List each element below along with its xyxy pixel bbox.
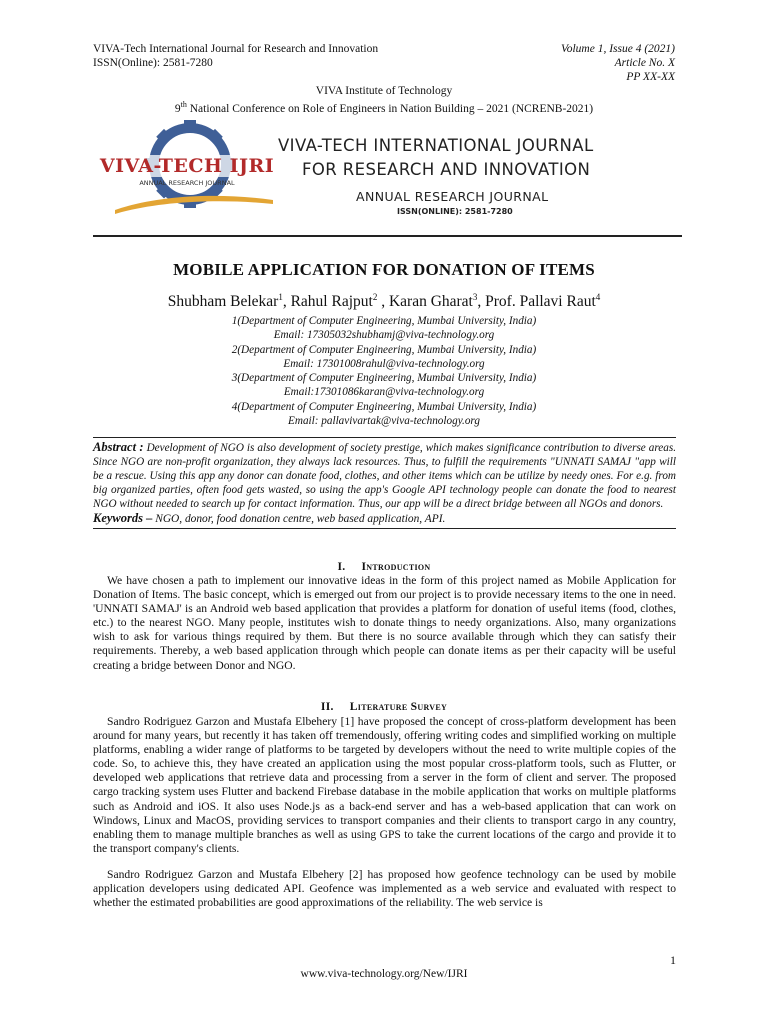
paragraph: We have chosen a path to implement our innovative ideas in the form of this project named as Mobile Application for Donation of Items. The basic concept, which is emerged out from our project is to provide necessary items to the one in need. 'UNNATI SAMAJ' is an Android web based application that provides a platform for donation of useful items (food, clothes, etc.) to the nearest NGO. Many people, institutes wish to donate things to needy organizations. Also, many organizations wish to ask for various things required by them. But there is no source available through which they can satisfy their requirements. Thereby, a web based application through which people can donate items as per their capacity will be useful creating a bridge between Donor and NGO. xyxy=(93,574,676,672)
conference-name: National Conference on Role of Engineers in Nation Building – 2021 (NCRENB-2021) xyxy=(186,102,594,115)
literature-survey-body xyxy=(93,715,676,910)
keywords-label: Keywords – xyxy=(93,511,153,526)
author-sup: 3 xyxy=(472,292,478,302)
banner-issn: ISSN(ONLINE): 2581-7280 xyxy=(397,207,513,216)
affiliation-email: Email: 17305032shubhamj@viva-technology.org xyxy=(273,329,495,342)
author-name: Rahul Rajput xyxy=(290,293,373,311)
affiliations xyxy=(0,314,768,428)
affiliation-line: 2(Department of Computer Engineering, Mumbai University, India) xyxy=(231,343,537,356)
paragraph: Sandro Rodriguez Garzon and Mustafa Elbehery [1] have proposed the concept of cross-platform development has been around for many years, but recently it has taken off tremendously, offering writing codes and simplified working on multiple platforms, enabling a wider range of platforms to be targeted by developers without the need to write multiple copies of the code. So, to achieve this, they have created an application using the most popular cross-platform tools, such as Flutter, or developed web applications that retrieve data and processing from a server in the form of client and server. The proposed cargo tracking system uses Flutter and backend Firebase database in the mobile application that works on multiple platforms such as Android and iOS. It also uses Node.js as a back-end server and has a web-based application that can work on Windows, Linux and MacOS, providing services to transport companies and their clients to transport cargo in any country, enabling them to manage multiple branches as well as using GPS to take the current locations of the cargo and provide it to the transport company's clients. xyxy=(93,715,676,855)
conference-number-suffix: th xyxy=(180,100,187,109)
affiliation-line: 3(Department of Computer Engineering, Mumbai University, India) xyxy=(231,372,537,385)
journal-issn: ISSN(Online): 2581-7280 xyxy=(93,57,213,69)
paper-title: MOBILE APPLICATION FOR DONATION OF ITEMS xyxy=(173,260,595,279)
running-header-right xyxy=(561,42,675,84)
institute-name: VIVA Institute of Technology xyxy=(315,85,453,97)
header-rule xyxy=(93,235,682,237)
page-number: 1 xyxy=(670,953,676,967)
conference-line xyxy=(0,98,768,116)
author-name: Karan Gharat xyxy=(388,293,473,311)
keywords xyxy=(93,511,676,526)
author-sup: 1 xyxy=(278,292,283,302)
affiliation-email: Email: 17301008rahul@viva-technology.org xyxy=(283,357,485,370)
author-name: Shubham Belekar xyxy=(167,293,279,311)
abstract-label: Abstract : xyxy=(93,440,144,454)
author-name: Prof. Pallavi Raut xyxy=(485,293,596,311)
author-sup: 4 xyxy=(595,292,601,302)
abstract-box xyxy=(93,437,676,529)
section-title: Introduction xyxy=(361,560,431,573)
keywords-text: NGO, donor, food donation centre, web based application, API. xyxy=(152,513,446,526)
introduction-body xyxy=(93,574,676,673)
author-list xyxy=(0,292,768,311)
conference-number: 9 xyxy=(174,102,181,115)
affiliation-email: Email: pallavivartak@viva-technology.org xyxy=(288,415,480,428)
running-header-left xyxy=(93,42,378,70)
footer-url[interactable]: www.viva-technology.org/New/IJRI xyxy=(300,968,468,980)
abstract xyxy=(93,440,676,511)
abstract-text: Development of NGO is also development of society prestige, which makes significance contribution to diverse areas. Since NGO are non-profit organization, they always lack resources. Thus, to fulfill the requirements "UNNATI SAMAJ "app will be a rescue. Using this app any donor can donate food, clothes, and other items which can be utilize by needy ones. For e.g. from big organized parties, often food gets wasted, so using the app's Google API technology people can donate the food to nearest NGO without needed to search up for contact information. Thus, our app will be a direct bridge between all NGOs and donors. xyxy=(93,442,676,511)
paragraph: Sandro Rodriguez Garzon and Mustafa Elbehery [2] has proposed how geofence technology can be used by mobile application developers using dedicated API. Geofence was implemented as a web service and evaluated with respect to whether the estimated probabilities are good approximations of the reliability. The web service is xyxy=(93,867,676,910)
article-number: Article No. X xyxy=(614,57,675,69)
journal-logo xyxy=(95,118,280,216)
affiliation-email: Email:17301086karan@viva-technology.org xyxy=(283,386,485,399)
section-number: I. xyxy=(337,560,346,573)
volume-issue: Volume 1, Issue 4 (2021) xyxy=(560,43,675,55)
author-sup: 2 xyxy=(372,292,378,302)
journal-name: VIVA-Tech International Journal for Research and Innovation xyxy=(93,43,379,55)
section-heading-introduction xyxy=(0,560,768,573)
author-separator: , xyxy=(377,293,389,311)
banner-title-line2: FOR RESEARCH AND INNOVATION xyxy=(302,160,591,179)
banner-subtitle: ANNUAL RESEARCH JOURNAL xyxy=(356,189,549,204)
section-title: Literature Survey xyxy=(349,700,448,713)
author-separator: , xyxy=(282,293,291,311)
banner-title-line1: VIVA-TECH INTERNATIONAL JOURNAL xyxy=(278,136,594,155)
section-heading-literature-survey xyxy=(0,700,768,713)
logo-text: VIVA-TECH IJRI xyxy=(97,155,277,177)
logo-subtext: ANNUAL RESEARCH JOURNAL xyxy=(139,179,235,187)
affiliation-line: 4(Department of Computer Engineering, Mumbai University, India) xyxy=(231,400,537,413)
page-range: PP XX-XX xyxy=(626,71,675,83)
affiliation-line: 1(Department of Computer Engineering, Mumbai University, India) xyxy=(231,315,537,327)
section-number: II. xyxy=(320,700,334,713)
author-separator: , xyxy=(477,293,486,311)
